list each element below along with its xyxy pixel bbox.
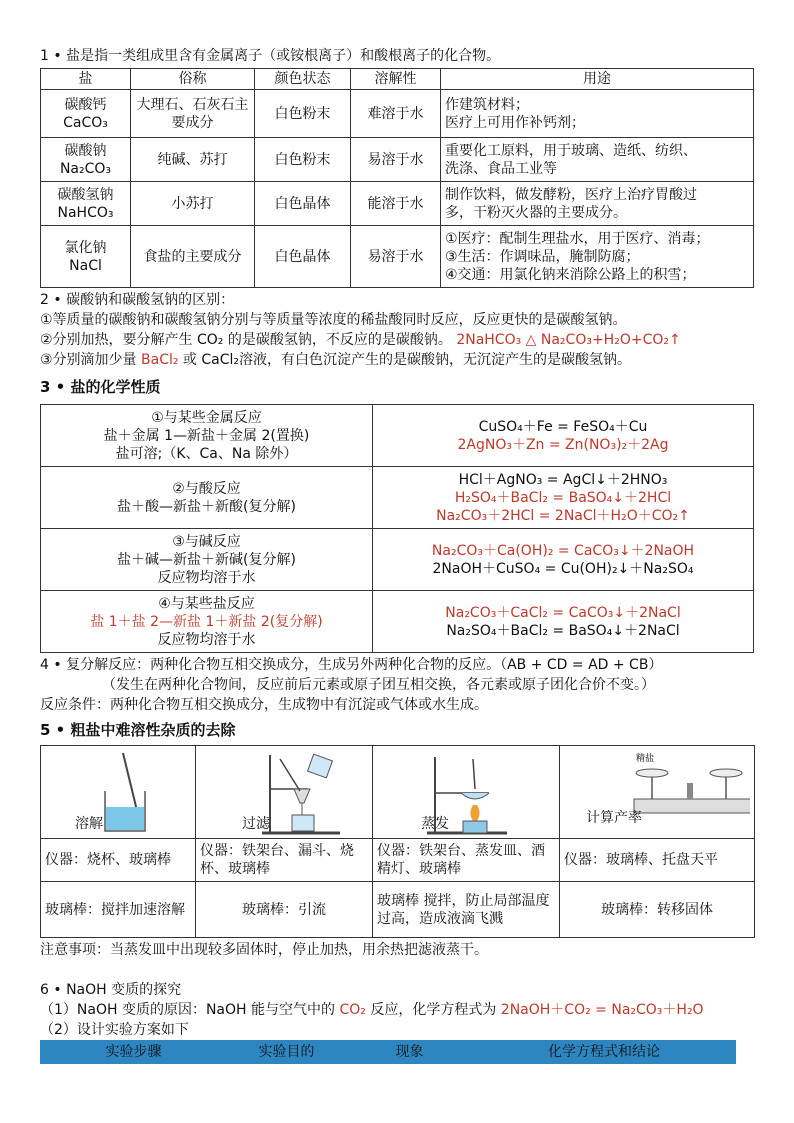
header-cell: 化学方程式和结论 [473, 1041, 736, 1064]
common-name: 纯碱、苏打 [131, 138, 255, 182]
naoh-reason-a: （1）NaOH 变质的原因：NaOH 能与空气中的 [40, 1002, 340, 1018]
use-line: 医疗上可用作补钙剂； [445, 114, 585, 131]
difference-2-text: ②分别加热，要分解产生 CO₂ 的是碳酸氢钠，不反应的是碳酸钠。 [40, 332, 452, 348]
salt-table-header [41, 69, 754, 90]
solubility: 能溶于水 [351, 182, 441, 226]
glass-rod-cell: 玻璃棒 搅拌，防止局部温度过高，造成液滴飞溅 [373, 882, 560, 938]
equation: Na₂SO₄＋BaCl₂ = BaSO₄↓＋2NaCl [446, 622, 680, 639]
equation-cell [373, 467, 754, 529]
instruments-cell: 仪器：玻璃棒、托盘天平 [560, 839, 755, 882]
salt-purification-table [40, 745, 755, 938]
equation: 2AgNO₃＋Zn = Zn(NO₃)₂＋2Ag [457, 436, 669, 453]
evaporation-stand-icon [377, 749, 555, 835]
table-row [41, 467, 754, 529]
property-cell [41, 405, 373, 467]
header-cell: 实验目的 [227, 1041, 347, 1064]
equation: 2NaOH＋CuSO₄ = Cu(OH)₂↓＋Na₂SO₄ [432, 560, 694, 577]
balance-illustration [560, 746, 755, 839]
difference-3-text-a: ③分别滴加少量 [40, 352, 142, 368]
state: 白色粉末 [255, 90, 351, 138]
equation: HCl＋AgNO₃ = AgCl↓＋2HNO₃ [458, 471, 668, 488]
equation: Na₂CO₃＋Ca(OH)₂ = CaCO₃↓＋2NaOH [431, 542, 695, 559]
salt-name-cell [41, 138, 131, 182]
table-row [41, 839, 755, 882]
equation-cell [373, 529, 754, 591]
table-row [41, 882, 755, 938]
chemical-properties-table [40, 404, 754, 653]
use-cell [441, 182, 754, 226]
section2-title: 2 • 碳酸钠和碳酸氢钠的区别： [40, 292, 235, 308]
dissolve-illustration [41, 746, 196, 839]
section5-note: 注意事项：当蒸发皿中出现较多固体时，停止加热，用余热把滤液蒸干。 [40, 942, 488, 958]
section4-definition: 4 • 复分解反应：两种化合物互相交换成分，生成另外两种化合物的反应。（AB + CD = AD + CB） [40, 657, 663, 673]
salt-name-cell [41, 226, 131, 288]
caption-yield: 计算产率 [586, 810, 642, 826]
glass-rod-cell: 玻璃棒：搅拌加速溶解 [41, 882, 196, 938]
property-rule: 盐＋碱—新盐＋新碱(复分解) [117, 551, 296, 568]
naoh-equation: 2NaOH＋CO₂ = Na₂CO₃＋H₂O [500, 1002, 704, 1018]
naoh-reason-b: 反应，化学方程式为 [365, 1002, 501, 1018]
property-condition: 盐可溶;（K、Ca、Na 除外） [115, 445, 298, 462]
salt-formula: CaCO₃ [63, 114, 108, 131]
decomposition-equation: 2NaHCO₃ △ Na₂CO₃+H₂O+CO₂↑ [456, 332, 681, 348]
salt-name: 碳酸钙 [64, 96, 107, 113]
solubility: 易溶于水 [351, 138, 441, 182]
section4-note: （发生在两种化合物间，反应前后元素或原子团互相交换，各元素或原子团化合价不变。） [102, 677, 655, 693]
instruments-cell: 仪器：铁架台、漏斗、烧杯、玻璃棒 [196, 839, 373, 882]
table-row [41, 529, 754, 591]
salt-name-cell [41, 90, 131, 138]
naoh-reason [40, 1000, 754, 1020]
filter-illustration [196, 746, 373, 839]
salt-name: 碳酸氢钠 [57, 186, 114, 203]
salt-formula: NaHCO₃ [57, 204, 114, 221]
property-cell [41, 467, 373, 529]
section4-condition: 反应条件：两种化合物互相交换成分，生成物中有沉淀或气体或水生成。 [40, 697, 488, 713]
glass-rod-cell: 玻璃棒：引流 [196, 882, 373, 938]
use-line: 制作饮料，做发酵粉，医疗上治疗胃酸过 [445, 186, 697, 203]
section5-title: 5 • 粗盐中难溶性杂质的去除 [40, 721, 236, 739]
property-title: ②与酸反应 [172, 480, 241, 497]
property-rule: 盐＋金属 1—新盐＋金属 2(置换) [103, 427, 310, 444]
property-title: ③与碱反应 [172, 533, 241, 550]
equation-cell [373, 405, 754, 467]
header-cell: 溶解性 [351, 69, 441, 90]
caption-filter: 过滤 [242, 816, 270, 832]
salt-formula: Na₂CO₃ [59, 160, 112, 177]
property-rule: 盐＋酸—新盐＋新酸(复分解) [117, 498, 296, 515]
salt-name: 氯化钠 [64, 239, 107, 256]
header-cell: 颜色状态 [255, 69, 351, 90]
table-row [41, 182, 754, 226]
equation: H₂SO₄＋BaCl₂ = BaSO₄↓＋2HCl [454, 489, 672, 506]
equation-cell [373, 591, 754, 653]
section6-title: 6 • NaOH 变质的探究 [40, 982, 182, 998]
experiment-design: （2）设计实验方案如下 [40, 1022, 189, 1038]
property-rule: 盐 1＋盐 2—新盐 1＋新盐 2(复分解) [90, 613, 323, 630]
difference-3-text-b: 或 CaCl₂溶液，有白色沉淀产生的是碳酸钠，无沉淀产生的是碳酸氢钠。 [178, 352, 632, 368]
equation: CuSO₄＋Fe = FeSO₄＋Cu [478, 418, 648, 435]
instruments-cell: 仪器：烧杯、玻璃棒 [41, 839, 196, 882]
difference-1: ①等质量的碳酸钠和碳酸氢钠分别与等质量等浓度的稀盐酸同时反应，反应更快的是碳酸氢钠。 [40, 312, 627, 328]
glass-rod-cell: 玻璃棒：转移固体 [560, 882, 755, 938]
property-cell [41, 591, 373, 653]
funnel-stand-icon [200, 749, 368, 835]
property-title: ④与某些盐反应 [158, 595, 255, 612]
table-row [41, 591, 754, 653]
property-condition: 反应物均溶于水 [157, 569, 256, 586]
use-cell [441, 226, 754, 288]
difference-2 [40, 330, 754, 350]
use-cell [441, 90, 754, 138]
salt-formula: NaCl [69, 257, 102, 274]
header-cell: 实验步骤 [41, 1041, 227, 1064]
document-page [40, 46, 754, 1064]
evaporate-illustration [373, 746, 560, 839]
use-line: 作建筑材料； [445, 96, 529, 113]
equation: Na₂CO₃＋CaCl₂ = CaCO₃↓＋2NaCl [445, 604, 681, 621]
table-row [41, 405, 754, 467]
salt-table [40, 68, 754, 288]
salt-name-cell [41, 182, 131, 226]
use-line: ④交通：用氯化钠来消除公路上的积雪； [445, 266, 696, 283]
beaker-icon [45, 749, 191, 835]
section1-intro: 1 • 盐是指一类组成里含有金属离子（或铵根离子）和酸根离子的化合物。 [40, 48, 501, 64]
state: 白色晶体 [255, 182, 351, 226]
experiment-table [40, 1040, 736, 1064]
difference-3 [40, 350, 754, 370]
reagent-bacl2: BaCl₂ [141, 352, 179, 368]
use-line: 洗涤、食品工业等 [445, 160, 557, 177]
use-line: ①医疗：配制生理盐水，用于医疗、消毒； [445, 230, 710, 247]
instruments-cell: 仪器：铁架台、蒸发皿、酒精灯、玻璃棒 [373, 839, 560, 882]
table-row [41, 138, 754, 182]
solubility: 难溶于水 [351, 90, 441, 138]
balance-label: 精盐 [636, 754, 655, 764]
use-cell [441, 138, 754, 182]
use-line: 多，干粉灭火器的主要成分。 [445, 204, 627, 221]
header-cell: 用途 [441, 69, 754, 90]
common-name: 小苏打 [131, 182, 255, 226]
table-row [41, 90, 754, 138]
illustration-row [41, 746, 755, 839]
solubility: 易溶于水 [351, 226, 441, 288]
caption-evaporate: 蒸发 [421, 816, 449, 832]
use-line: 重要化工原料，用于玻璃、造纸、纺织、 [445, 142, 697, 159]
header-cell: 盐 [41, 69, 131, 90]
state: 白色粉末 [255, 138, 351, 182]
section3-title: 3 • 盐的化学性质 [40, 378, 161, 396]
co2-formula: CO₂ [339, 1002, 366, 1018]
property-title: ①与某些金属反应 [151, 409, 262, 426]
table-row [41, 226, 754, 288]
header-cell: 俗称 [131, 69, 255, 90]
use-line: ③生活：作调味品，腌制防腐； [445, 248, 640, 265]
property-condition: 反应物均溶于水 [157, 631, 256, 648]
common-name: 食盐的主要成分 [131, 226, 255, 288]
header-cell: 现象 [347, 1041, 473, 1064]
equation: Na₂CO₃＋2HCl = 2NaCl＋H₂O＋CO₂↑ [436, 507, 690, 524]
experiment-table-header [41, 1041, 736, 1064]
common-name: 大理石、石灰石主要成分 [131, 90, 255, 138]
state: 白色晶体 [255, 226, 351, 288]
caption-dissolve: 溶解 [75, 816, 103, 832]
property-cell [41, 529, 373, 591]
salt-name: 碳酸钠 [64, 142, 107, 159]
